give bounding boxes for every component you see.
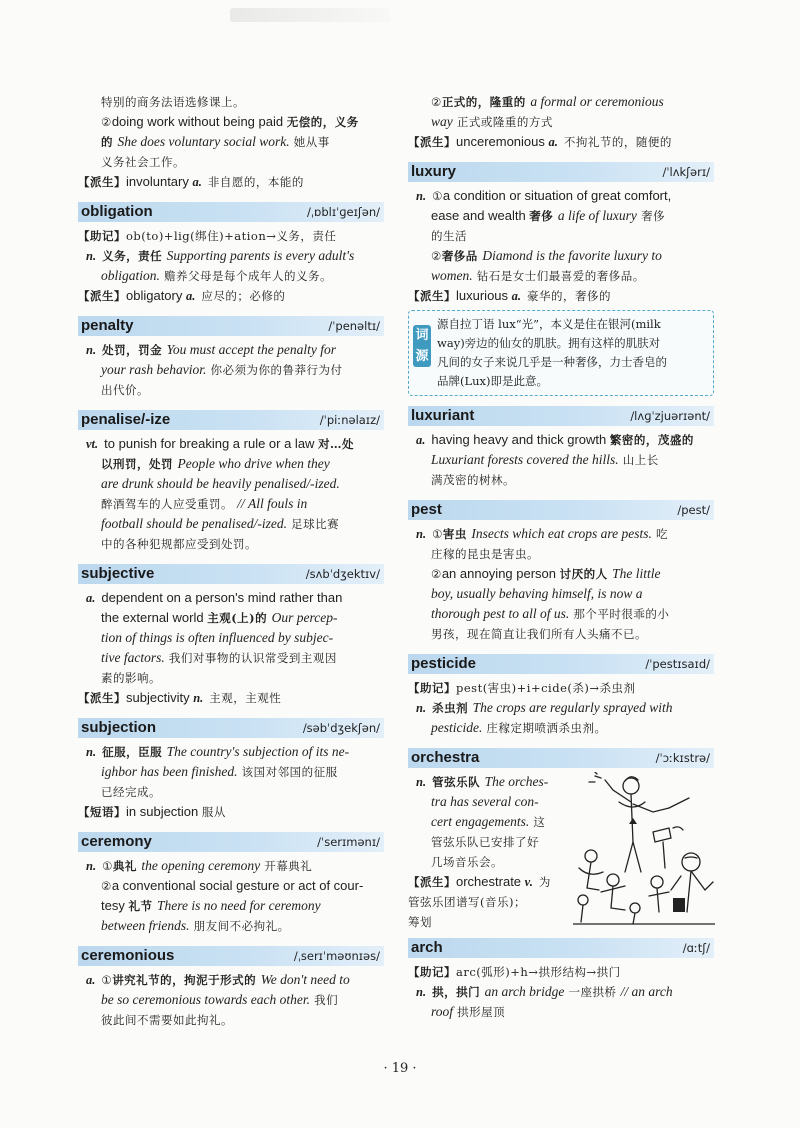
derivative-line: 【派生】involuntary a. 非自愿的，本能的 — [78, 174, 304, 189]
definition-line: 出代价。 — [101, 383, 149, 397]
definition-line: Luxuriant forests covered the hills. 山上长 — [431, 452, 659, 467]
right-column — [408, 92, 714, 1022]
entry-header-subjective — [78, 564, 384, 584]
phonetic: /ˈpenəltɪ/ — [328, 319, 380, 333]
headword: luxury — [411, 163, 457, 180]
definition-line: ②a conventional social gesture or act of cour- — [101, 878, 364, 893]
definition-line: 义务社会工作。 — [101, 155, 185, 169]
mnemonic-line: 【助记】arc(弧形)+h→拱形结构→拱门 — [408, 965, 621, 979]
derivative-line: 【派生】subjectivity n. 主观，主观性 — [78, 690, 282, 705]
definition-line: n. 处罚，罚金 You must accept the penalty for — [86, 342, 336, 357]
page-number: · 19 · — [383, 1061, 417, 1076]
headword: pest — [411, 501, 442, 518]
etymology-badge: 词源 — [413, 325, 431, 367]
derivative-line: 【派生】obligatory a. 应尽的；必修的 — [78, 288, 286, 303]
definition-line: 已经完成。 — [101, 785, 161, 799]
definition-line: pesticide. 庄稼定期喷洒杀虫剂。 — [431, 720, 607, 735]
headword: subjection — [81, 719, 157, 736]
definition-line: 男孩，现在简直让我们所有人头痛不已。 — [431, 627, 647, 641]
phonetic: /səbˈdʒekʃən/ — [302, 721, 380, 735]
headword: obligation — [81, 203, 153, 220]
entry-header-penalty — [78, 316, 384, 336]
mnemonic-line: 【助记】pest(害虫)+i+cide(杀)→杀虫剂 — [408, 681, 636, 695]
definition-line: vt. to punish for breaking a rule or a law 对…处 — [86, 436, 355, 451]
etymology-line: way)旁边的仙女的肌肤。拥有这样的肌肤对 — [437, 336, 661, 350]
phonetic: /ˈpestɪsaɪd/ — [645, 657, 710, 671]
definition-line: n. 杀虫剂 The crops are regularly sprayed with — [416, 700, 673, 715]
headword: ceremony — [81, 833, 152, 850]
phonetic: /ˌɒblɪˈɡeɪʃən/ — [306, 205, 380, 219]
phonetic: /ˈserɪmənɪ/ — [317, 835, 380, 849]
definition-line: a. ①讲究礼节的，拘泥于形式的 We don't need to — [86, 972, 350, 987]
mnemonic-line: 【助记】ob(to)+lig(绑住)+ation→义务，责任 — [78, 229, 337, 243]
definition-line: cert engagements. 这 — [431, 814, 546, 829]
etymology-line: 品牌(Lux)即是此意。 — [437, 374, 549, 388]
entry-header-pesticide — [408, 654, 714, 674]
definition-line: 素的影响。 — [101, 671, 161, 685]
headword: ceremonious — [81, 947, 175, 964]
phrase-line: 【短语】in subjection 服从 — [78, 804, 226, 819]
definition-line: the external world 主观(上)的 Our percep- — [101, 610, 338, 625]
definition-line: n. ①a condition or situation of great comfort, — [416, 188, 672, 203]
definition-line: boy, usually behaving himself, is now a — [431, 586, 643, 601]
definition-line: 的生活 — [431, 229, 467, 243]
definition-line: tesy 礼节 There is no need for ceremony — [101, 898, 321, 913]
definition-line: 中的各种犯规都应受到处罚。 — [101, 537, 257, 551]
definition-line: n. 义务，责任 Supporting parents is every adult's — [86, 248, 355, 263]
entry-header-subjection — [78, 718, 384, 738]
definition-line: between friends. 朋友间不必拘礼。 — [101, 918, 290, 933]
derivative-line: 【派生】luxurious a. 豪华的，奢侈的 — [408, 288, 612, 303]
phonetic: /sʌbˈdʒektɪv/ — [305, 567, 380, 581]
derivative-line: 【派生】orchestrate v. 为 — [408, 874, 551, 889]
headword: subjective — [81, 565, 155, 582]
definition-line: tra has several con- — [431, 794, 539, 809]
headword: pesticide — [411, 655, 477, 672]
definition-line: 以刑罚，处罚 People who drive when they — [101, 456, 330, 471]
derivative-line: 【派生】unceremonious a. 不拘礼节的，随便的 — [408, 134, 672, 149]
definition-line: your rash behavior. 你必须为你的鲁莽行为付 — [101, 362, 343, 377]
definition-line: n. 拱，拱门 an arch bridge 一座拱桥 // an arch — [416, 984, 673, 999]
phonetic: /ˌserɪˈməʊnɪəs/ — [293, 949, 380, 963]
definition-line: be so ceremonious towards each other. 我们 — [101, 992, 339, 1007]
definition-line: ighbor has been finished. 该国对邻国的征服 — [101, 764, 338, 779]
definition-line: n. ①害虫 Insects which eat crops are pests. 吃 — [416, 526, 669, 541]
definition-line: 彼此间不需要如此拘礼。 — [101, 1013, 233, 1027]
etymology-line: 凡间的女子来说几乎是一种奢侈，力士香皂的 — [437, 355, 667, 369]
headword: penalise/-ize — [81, 411, 171, 428]
definition-line: ②奢侈品 Diamond is the favorite luxury to — [431, 248, 662, 263]
entry-header-ceremony — [78, 832, 384, 852]
definition-line: women. 钻石是女士们最喜爱的奢侈品。 — [431, 268, 645, 283]
definition-line: way 正式或隆重的方式 — [431, 114, 553, 129]
phonetic: /ˈlʌkʃərɪ/ — [662, 165, 710, 179]
phonetic: /ˈɔːkɪstrə/ — [655, 751, 710, 765]
definition-line: tive factors. 我们对事物的认识常受到主观因 — [101, 650, 337, 665]
definition-line: 庄稼的昆虫是害虫。 — [431, 547, 539, 561]
definition-line: roof 拱形屋顶 — [431, 1004, 506, 1019]
phonetic: /ˈpiːnəlaɪz/ — [319, 413, 380, 427]
phonetic: /lʌɡˈzjuərɪənt/ — [630, 409, 710, 423]
entry-header-orchestra — [408, 748, 714, 768]
phonetic: /pest/ — [677, 503, 710, 517]
entry-header-luxuriant — [408, 406, 714, 426]
left-column — [78, 92, 384, 1030]
definition-line: 特别的商务法语选修课上。 — [101, 95, 245, 109]
definition-line: ease and wealth 奢侈 a life of luxury 奢侈 — [431, 208, 666, 223]
entry-header-penalise — [78, 410, 384, 430]
definition-line: ②an annoying person 讨厌的人 The little — [431, 566, 661, 581]
entry-header-arch — [408, 938, 714, 958]
definition-line: 的 She does voluntary social work. 她从事 — [101, 134, 330, 149]
derivative-line: 筹划 — [408, 915, 432, 929]
definition-line: 满茂密的树林。 — [431, 473, 515, 487]
definition-line: are drunk should be heavily penalised/-ized. — [101, 476, 340, 491]
definition-line: n. 管弦乐队 The orches- — [416, 774, 549, 789]
definition-line: tion of things is often influenced by subjec- — [101, 630, 334, 645]
definition-line: 管弦乐队已安排了好 — [431, 835, 539, 849]
definition-line: 几场音乐会。 — [431, 855, 503, 869]
definition-line: football should be penalised/-ized. 足球比赛 — [101, 516, 340, 531]
definition-line: ②正式的，隆重的 a formal or ceremonious — [431, 94, 664, 109]
definition-line: a. dependent on a person's mind rather than — [86, 590, 343, 605]
definition-line: a. having heavy and thick growth 繁密的，茂盛的 — [416, 432, 694, 447]
definition-line: obligation. 赡养父母是每个成年人的义务。 — [101, 268, 333, 283]
etymology-box — [408, 310, 714, 396]
etymology-line: 源自拉丁语 lux“光”，本义是住在银河(milk — [437, 317, 661, 331]
definition-line: n. 征服，臣服 The country's subjection of its ne- — [86, 744, 350, 759]
definition-line: ②doing work without being paid 无偿的，义务 — [101, 114, 359, 129]
orchestra-entry — [408, 748, 714, 932]
definition-line: 醉酒驾车的人应受重罚。 // All fouls in — [101, 496, 308, 511]
entry-header-luxury — [408, 162, 714, 182]
entry-header-ceremonious — [78, 946, 384, 966]
headword: orchestra — [411, 749, 480, 766]
headword: arch — [411, 939, 443, 956]
faded-header-text — [230, 8, 390, 22]
definition-line: n. ①典礼 the opening ceremony 开幕典礼 — [86, 858, 313, 873]
entry-header-pest — [408, 500, 714, 520]
derivative-line: 管弦乐团谱写(音乐)； — [408, 895, 526, 909]
entry-header-obligation — [78, 202, 384, 222]
phonetic: /ɑːtʃ/ — [682, 941, 710, 955]
definition-line: thorough pest to all of us. 那个平时很乖的小 — [431, 606, 670, 621]
headword: luxuriant — [411, 407, 475, 424]
orchestra-conductor-illustration — [573, 772, 715, 927]
headword: penalty — [81, 317, 134, 334]
